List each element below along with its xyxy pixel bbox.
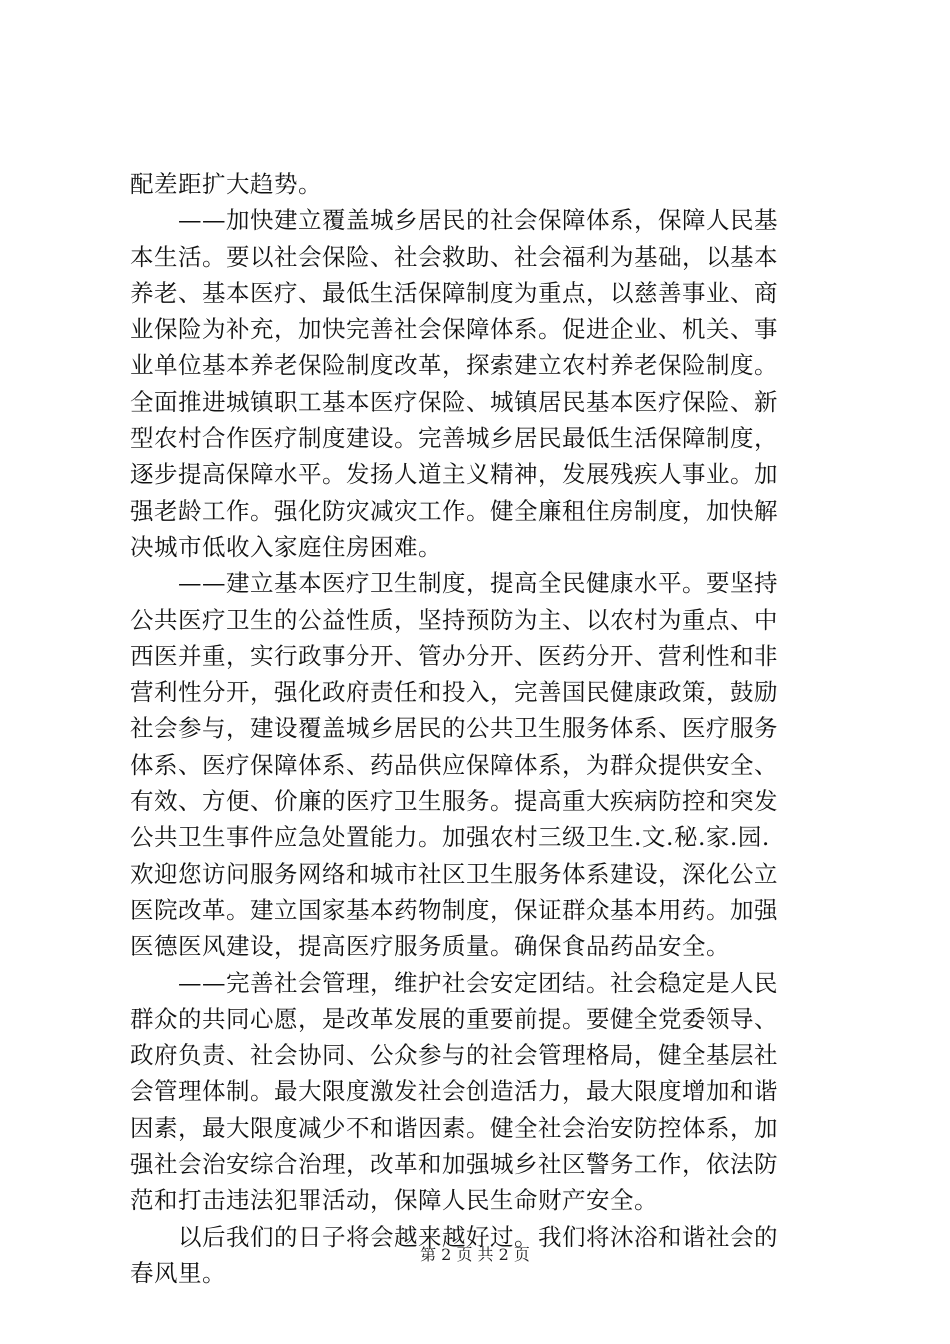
- text-line: 有效、方便、价廉的医疗卫生服务。提高重大疾病防控和突发: [130, 787, 778, 816]
- text-line: 养老、基本医疗、最低生活保障制度为重点，以慈善事业、商: [130, 278, 778, 307]
- text-line: 体系、医疗保障体系、药品供应保障体系，为群众提供安全、: [130, 750, 778, 779]
- text-line: 业单位基本养老保险制度改革，探索建立农村养老保险制度。: [130, 351, 778, 380]
- text-line: 公共卫生事件应急处置能力。加强农村三级卫生.文.秘.家.园.: [130, 823, 770, 852]
- text-line: ——完善社会管理，维护社会安定团结。社会稳定是人民: [178, 968, 778, 997]
- text-line: 强老龄工作。强化防灾减灾工作。健全廉租住房制度，加快解: [130, 496, 778, 525]
- text-line: 逐步提高保障水平。发扬人道主义精神，发展残疾人事业。加: [130, 460, 778, 489]
- text-line: 公共医疗卫生的公益性质，坚持预防为主、以农村为重点、中: [130, 605, 778, 634]
- text-line: 会管理体制。最大限度激发社会创造活力，最大限度增加和谐: [130, 1077, 778, 1106]
- text-line: 医院改革。建立国家基本药物制度，保证群众基本用药。加强: [130, 895, 778, 924]
- text-line: ——加快建立覆盖城乡居民的社会保障体系，保障人民基: [178, 206, 778, 235]
- text-line: ——建立基本医疗卫生制度，提高全民健康水平。要坚持: [178, 569, 778, 598]
- text-line: 营利性分开，强化政府责任和投入，完善国民健康政策，鼓励: [130, 678, 778, 707]
- text-line: 本生活。要以社会保险、社会救助、社会福利为基础，以基本: [130, 242, 778, 271]
- text-line: 全面推进城镇职工基本医疗保险、城镇居民基本医疗保险、新: [130, 387, 778, 416]
- text-line: 医德医风建设，提高医疗服务质量。确保食品药品安全。: [130, 932, 730, 961]
- text-line: 配差距扩大趋势。: [130, 170, 322, 198]
- document-body: [130, 166, 824, 1291]
- text-line: 型农村合作医疗制度建设。完善城乡居民最低生活保障制度，: [130, 424, 778, 453]
- text-line: 业保险为补充，加快完善社会保障体系。促进企业、机关、事: [130, 315, 778, 344]
- page-footer: 第 2 页 共 2 页: [420, 1245, 530, 1264]
- text-line: 因素，最大限度减少不和谐因素。健全社会治安防控体系，加: [130, 1113, 778, 1142]
- text-line: 春风里。: [130, 1258, 226, 1287]
- text-line: 范和打击违法犯罪活动，保障人民生命财产安全。: [130, 1186, 658, 1215]
- text-line: 欢迎您访问服务网络和城市社区卫生服务体系建设，深化公立: [130, 859, 778, 888]
- text-line: 群众的共同心愿，是改革发展的重要前提。要健全党委领导、: [130, 1004, 778, 1033]
- text-line: 强社会治安综合治理，改革和加强城乡社区警务工作，依法防: [130, 1150, 778, 1179]
- text-line: 社会参与，建设覆盖城乡居民的公共卫生服务体系、医疗服务: [130, 714, 778, 743]
- text-line: 决城市低收入家庭住房困难。: [130, 532, 442, 561]
- text-line: 西医并重，实行政事分开、管办分开、医药分开、营利性和非: [130, 641, 778, 670]
- text-line: 以后我们的日子将会越来越好过。我们将沐浴和谐社会的: [178, 1222, 778, 1251]
- text-line: 政府负责、社会协同、公众参与的社会管理格局，健全基层社: [130, 1041, 778, 1070]
